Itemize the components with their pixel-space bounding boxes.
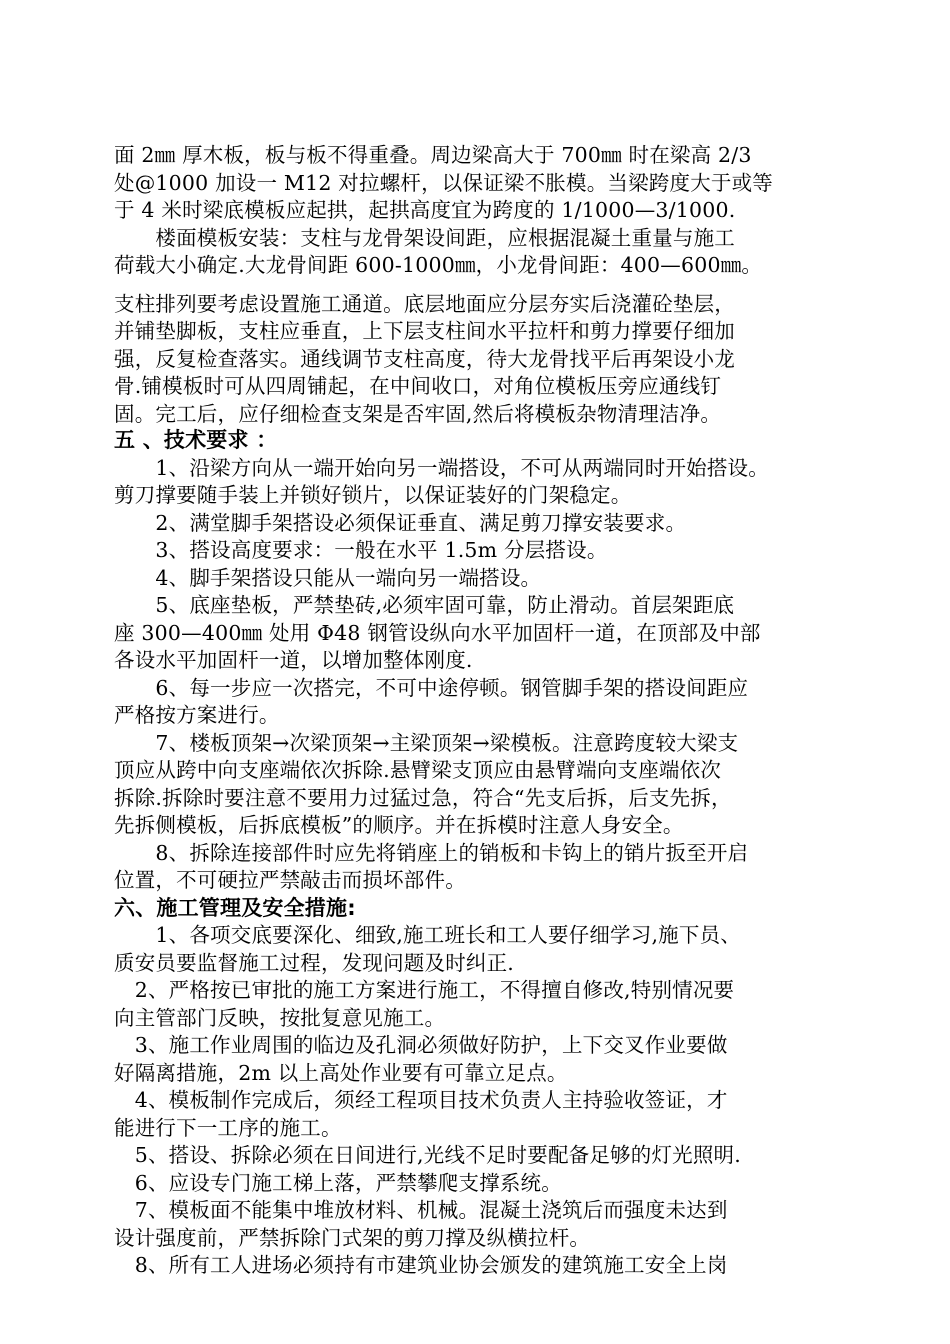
text-line: 位置，不可硬拉严禁敲击而损坏部件。 bbox=[114, 868, 466, 892]
text-line: 处@1000 加设一 M12 对拉螺杆，以保证梁不胀模。当梁跨度大于或等 bbox=[114, 171, 773, 195]
text-line: 固。完工后，应仔细检查支架是否牢固,然后将模板杂物清理洁净。 bbox=[114, 402, 722, 426]
text-line: 先拆侧模板，后拆底模板”的顺序。并在拆模时注意人身安全。 bbox=[114, 813, 684, 837]
text-line: 设计强度前，严禁拆除门式架的剪刀撑及纵横拉杆。 bbox=[114, 1226, 591, 1250]
text-line: 骨.铺模板时可从四周铺起，在中间收口，对角位模板压旁应通线钉 bbox=[114, 374, 722, 398]
text-line: 座 300—400㎜ 处用 Φ48 钢管设纵向水平加固杆一道，在顶部及中部 bbox=[114, 621, 761, 645]
text-line: 2、满堂脚手架搭设必须保证垂直、满足剪刀撑安装要求。 bbox=[114, 511, 687, 535]
text-line: 质安员要监督施工过程，发现问题及时纠正. bbox=[114, 951, 515, 975]
text-line: 能进行下一工序的施工。 bbox=[114, 1116, 342, 1140]
text-line: 5、搭设、拆除必须在日间进行,光线不足时要配备足够的灯光照明. bbox=[114, 1143, 741, 1167]
text-line: 8、所有工人进场必须持有市建筑业协会颁发的建筑施工安全上岗 bbox=[114, 1253, 728, 1277]
text-line: 7、楼板顶架→次梁顶架→主梁顶架→梁模板。注意跨度较大梁支 bbox=[114, 731, 739, 755]
text-line: 顶应从跨中向支座端依次拆除.悬臂梁支顶应由悬臂端向支座端依次 bbox=[114, 758, 722, 782]
text-line: 荷载大小确定.大龙骨间距 600-1000㎜，小龙骨间距：400—600㎜。 bbox=[114, 253, 763, 277]
text-line: 强，反复检查落实。通线调节支柱高度，待大龙骨找平后再架设小龙 bbox=[114, 347, 735, 371]
text-line: 4、模板制作完成后，须经工程项目技术负责人主持验收签证，才 bbox=[114, 1088, 728, 1112]
text-line: 3、施工作业周围的临边及孔洞必须做好防护，上下交叉作业要做 bbox=[114, 1033, 728, 1057]
text-line: 楼面模板安装：支柱与龙骨架设间距，应根据混凝土重量与施工 bbox=[114, 226, 735, 250]
text-line: 3、搭设高度要求：一般在水平 1.5m 分层搭设。 bbox=[114, 538, 608, 562]
text-line: 8、拆除连接部件时应先将销座上的销板和卡钩上的销片扳至开启 bbox=[114, 841, 749, 865]
text-line: 于 4 米时梁底模板应起拱，起拱高度宜为跨度的 1/1000—3/1000. bbox=[114, 198, 736, 222]
text-line: 4、脚手架搭设只能从一端向另一端搭设。 bbox=[114, 566, 542, 590]
text-line: 面 2㎜ 厚木板，板与板不得重叠。周边梁高大于 700㎜ 时在梁高 2/3 bbox=[114, 143, 752, 167]
text-line: 剪刀撑要随手装上并锁好锁片，以保证装好的门架稳定。 bbox=[114, 483, 632, 507]
text-line: 2、严格按已审批的施工方案进行施工，不得擅自修改,特别情况要 bbox=[114, 978, 735, 1002]
text-line: 支柱排列要考虑设置施工通道。底层地面应分层夯实后浇灌砼垫层， bbox=[114, 292, 735, 316]
text-line: 并铺垫脚板，支柱应垂直，上下层支柱间水平拉杆和剪力撑要仔细加 bbox=[114, 319, 735, 343]
section-heading: 五 、技术要求 ： bbox=[114, 428, 278, 452]
text-line: 好隔离措施，2m 以上高处作业要有可靠立足点。 bbox=[114, 1061, 568, 1085]
text-line: 严格按方案进行。 bbox=[114, 703, 280, 727]
section-heading: 六、施工管理及安全措施: bbox=[114, 896, 356, 920]
text-line: 6、每一步应一次搭完，不可中途停顿。钢管脚手架的搭设间距应 bbox=[114, 676, 749, 700]
text-line: 1、各项交底要深化、细致,施工班长和工人要仔细学习,施下员、 bbox=[114, 923, 741, 947]
text-line: 5、底座垫板，严禁垫砖,必须牢固可靠，防止滑动。首层架距底 bbox=[114, 593, 735, 617]
text-line: 1、沿梁方向从一端开始向另一端搭设，不可从两端同时开始搭设。 bbox=[114, 456, 769, 480]
text-line: 6、应设专门施工梯上落，严禁攀爬支撑系统。 bbox=[114, 1171, 562, 1195]
text-line: 各设水平加固杆一道，以增加整体刚度. bbox=[114, 648, 473, 672]
text-line: 拆除.拆除时要注意不要用力过猛过急，符合“先支后拆，后支先拆， bbox=[114, 786, 732, 810]
text-line: 7、模板面不能集中堆放材料、机械。混凝土浇筑后而强度未达到 bbox=[114, 1198, 728, 1222]
text-line: 向主管部门反映，按批复意见施工。 bbox=[114, 1006, 446, 1030]
